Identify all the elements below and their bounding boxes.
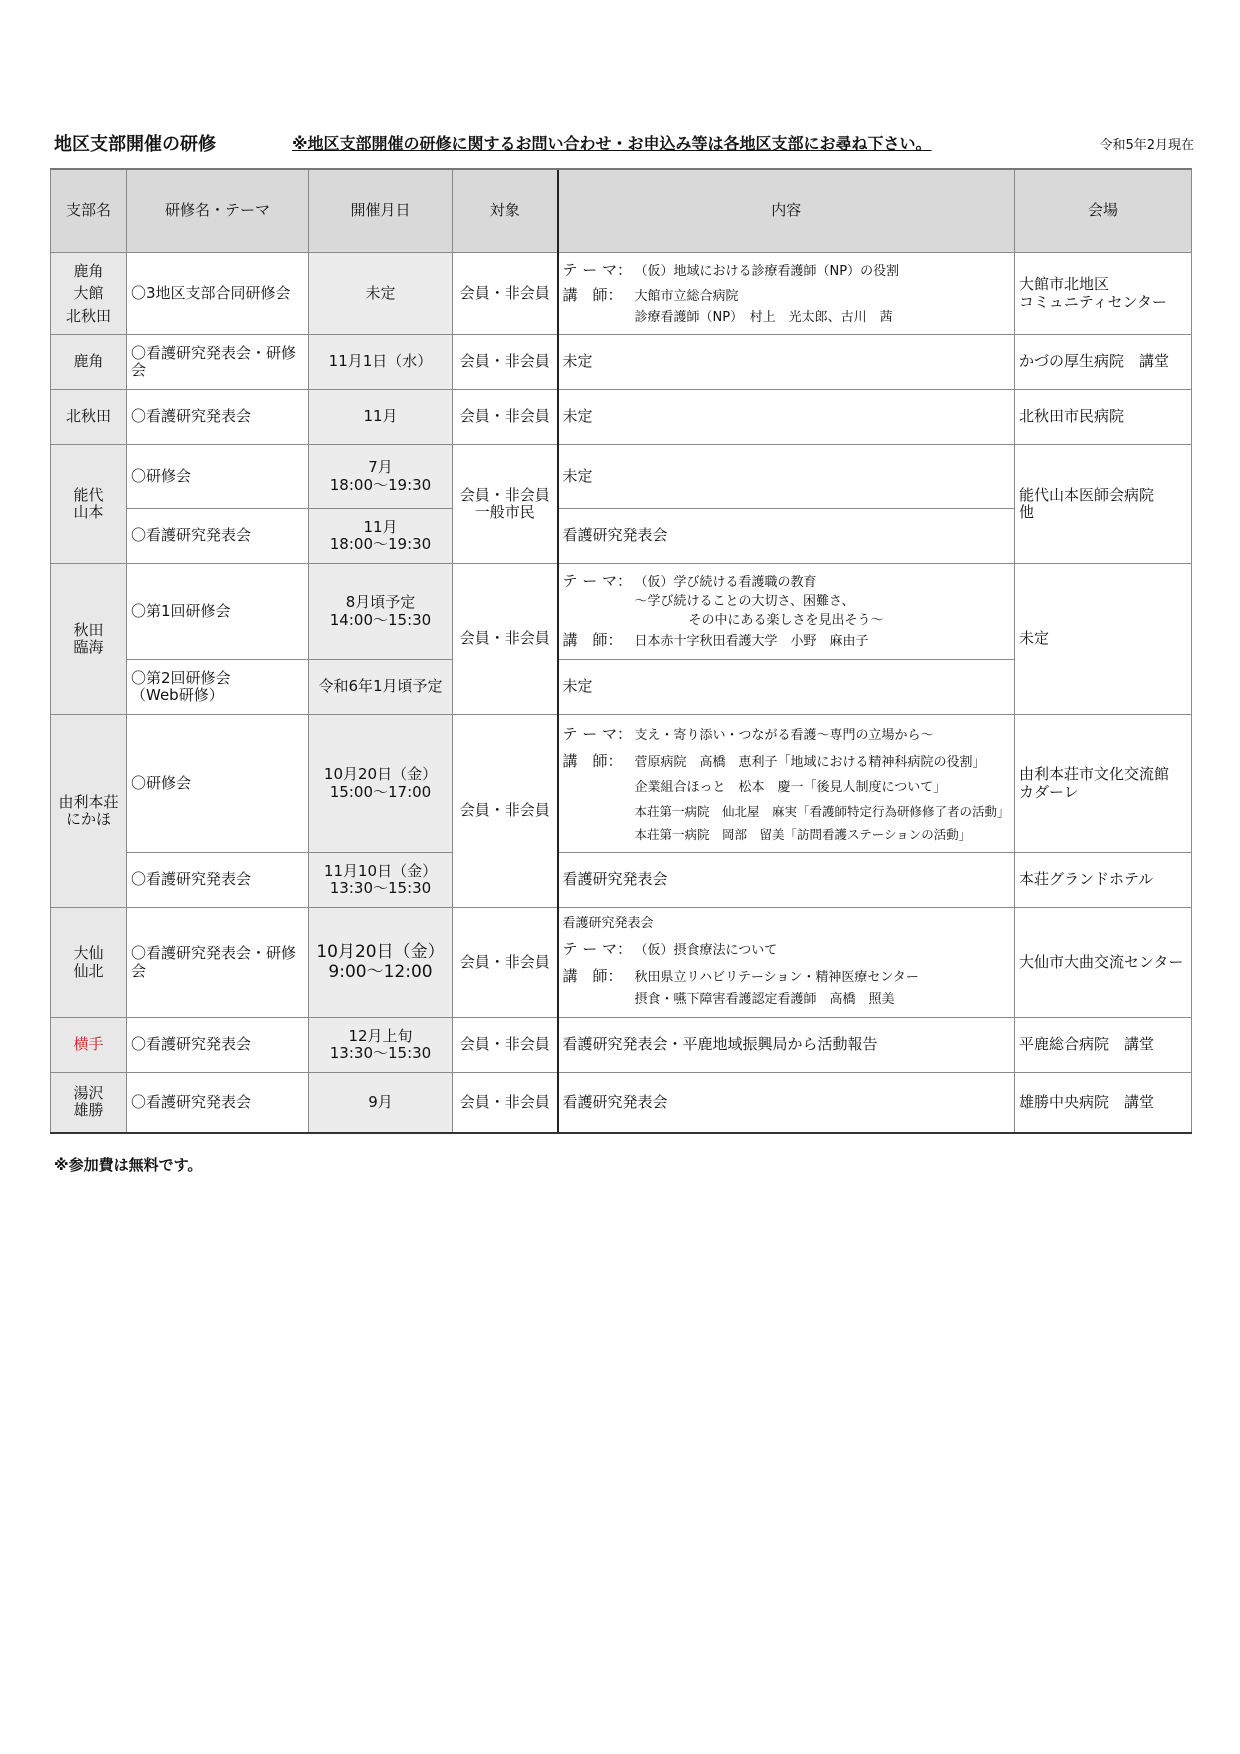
table-row <box>51 445 1192 509</box>
training-name-cell: 〇研修会 <box>127 445 309 509</box>
branch-cell: 湯沢 雄勝 <box>51 1073 127 1133</box>
date-cell: 令和6年1月頃予定 <box>309 660 453 715</box>
venue-cell: かづの厚生病院 講堂 <box>1015 335 1192 390</box>
content-cell: テ ー マ： 支え・寄り添い・つながる看護～専門の立場から～ 講 師： 菅原病院 高橋 恵利子「地域における精神科病院の役割」 企業組合ほっと 松本 慶一「後見人制度について」 本荘第一病院 仙北屋 麻実「看護師特定行為研修修了者の活動」 本荘第一病院 岡部 留美「訪問看護ステーションの活動」 <box>558 715 1015 853</box>
date-cell: 10月20日（金） 15:00～17:00 <box>309 715 453 853</box>
venue-cell: 本荘グランドホテル <box>1015 853 1192 908</box>
table-row <box>51 715 1192 853</box>
target-cell: 会員・非会員 <box>453 390 558 445</box>
footnote: ※参加費は無料です。 <box>54 1156 203 1174</box>
col-header-target: 対象 <box>453 169 558 253</box>
col-header-venue: 会場 <box>1015 169 1192 253</box>
content-cell: 未定 <box>558 660 1015 715</box>
branch-cell: 鹿角 <box>51 335 127 390</box>
date-cell: 11月 <box>309 390 453 445</box>
venue-cell: 雄勝中央病院 講堂 <box>1015 1073 1192 1133</box>
training-name-cell: 〇看護研究発表会 <box>127 390 309 445</box>
training-name-cell: 〇看護研究発表会 <box>127 1073 309 1133</box>
date-cell: 11月 18:00～19:30 <box>309 509 453 564</box>
venue-cell: 能代山本医師会病院 他 <box>1015 445 1192 564</box>
content-cell: 看護研究発表会 テ ー マ： （仮）摂食療法について 講 師： 秋田県立リハビリテーション・精神医療センター 摂食・嚥下障害看護認定看護師 高橋 照美 <box>558 908 1015 1018</box>
inquiry-notice: ※地区支部開催の研修に関するお問い合わせ・お申込み等は各地区支部にお尋ね下さい。 <box>292 134 932 153</box>
training-name-cell: 〇看護研究発表会・研修会 <box>127 908 309 1018</box>
target-cell: 会員・非会員 <box>453 908 558 1018</box>
date-cell: 11月10日（金） 13:30～15:30 <box>309 853 453 908</box>
target-cell: 会員・非会員 <box>453 715 558 908</box>
content-cell: 未定 <box>558 390 1015 445</box>
target-cell: 会員・非会員 一般市民 <box>453 445 558 564</box>
col-header-content: 内容 <box>558 169 1015 253</box>
venue-cell: 平鹿総合病院 講堂 <box>1015 1018 1192 1073</box>
table-row <box>51 1018 1192 1073</box>
date-cell: 11月1日（水） <box>309 335 453 390</box>
training-name-cell: 〇第1回研修会 <box>127 564 309 660</box>
training-schedule-table <box>50 168 1192 1134</box>
branch-cell: 由利本荘 にかほ <box>51 715 127 908</box>
content-cell: 看護研究発表会 <box>558 1073 1015 1133</box>
training-name-cell: 〇研修会 <box>127 715 309 853</box>
venue-cell: 由利本荘市文化交流館 カダーレ <box>1015 715 1192 853</box>
date-cell: 7月 18:00～19:30 <box>309 445 453 509</box>
venue-cell: 未定 <box>1015 564 1192 715</box>
target-cell: 会員・非会員 <box>453 335 558 390</box>
target-cell: 会員・非会員 <box>453 564 558 715</box>
content-cell: 未定 <box>558 445 1015 509</box>
content-cell: 看護研究発表会 <box>558 853 1015 908</box>
content-cell: 未定 <box>558 335 1015 390</box>
venue-cell: 大仙市大曲交流センター <box>1015 908 1192 1018</box>
date-cell: 8月頃予定 14:00～15:30 <box>309 564 453 660</box>
venue-cell: 大館市北地区 コミュニティセンター <box>1015 253 1192 335</box>
venue-cell: 北秋田市民病院 <box>1015 390 1192 445</box>
branch-cell: 鹿角 大館 北秋田 <box>51 253 127 335</box>
date-cell: 12月上旬 13:30～15:30 <box>309 1018 453 1073</box>
content-cell: テ ー マ： （仮）地域における診療看護師（NP）の役割 講 師： 大館市立総合病院 診療看護師（NP） 村上 光太郎、古川 茜 <box>558 253 1015 335</box>
target-cell: 会員・非会員 <box>453 253 558 335</box>
training-name-cell: 〇看護研究発表会 <box>127 853 309 908</box>
date-cell: 未定 <box>309 253 453 335</box>
content-cell: 看護研究発表会 <box>558 509 1015 564</box>
content-cell: テ ー マ： （仮）学び続ける看護職の教育 ～学び続けることの大切さ、困難さ、 その中にある楽しさを見出そう～ 講 師： 日本赤十字秋田看護大学 小野 麻由子 <box>558 564 1015 660</box>
table-row <box>51 1073 1192 1133</box>
as-of-date: 令和5年2月現在 <box>1099 138 1194 153</box>
training-name-cell: 〇看護研究発表会 <box>127 509 309 564</box>
training-name-cell: 〇看護研究発表会・研修会 <box>127 335 309 390</box>
training-name-cell: 〇看護研究発表会 <box>127 1018 309 1073</box>
col-header-branch: 支部名 <box>51 169 127 253</box>
page-title: 地区支部開催の研修 <box>54 134 216 155</box>
branch-cell: 横手 <box>51 1018 127 1073</box>
branch-cell: 秋田 臨海 <box>51 564 127 715</box>
col-header-date: 開催月日 <box>309 169 453 253</box>
table-header-row <box>51 169 1192 253</box>
table-row <box>51 335 1192 390</box>
training-name-cell: 〇第2回研修会 （Web研修） <box>127 660 309 715</box>
table-row <box>51 390 1192 445</box>
content-cell: 看護研究発表会・平鹿地域振興局から活動報告 <box>558 1018 1015 1073</box>
table-row <box>51 564 1192 660</box>
date-cell: 10月20日（金） 9:00～12:00 <box>309 908 453 1018</box>
training-name-cell: 〇3地区支部合同研修会 <box>127 253 309 335</box>
table-row <box>51 253 1192 335</box>
target-cell: 会員・非会員 <box>453 1073 558 1133</box>
page-header <box>54 130 1194 154</box>
target-cell: 会員・非会員 <box>453 1018 558 1073</box>
col-header-name: 研修名・テーマ <box>127 169 309 253</box>
branch-cell: 能代 山本 <box>51 445 127 564</box>
date-cell: 9月 <box>309 1073 453 1133</box>
branch-cell: 北秋田 <box>51 390 127 445</box>
table-row <box>51 853 1192 908</box>
table-row <box>51 908 1192 1018</box>
branch-cell: 大仙 仙北 <box>51 908 127 1018</box>
